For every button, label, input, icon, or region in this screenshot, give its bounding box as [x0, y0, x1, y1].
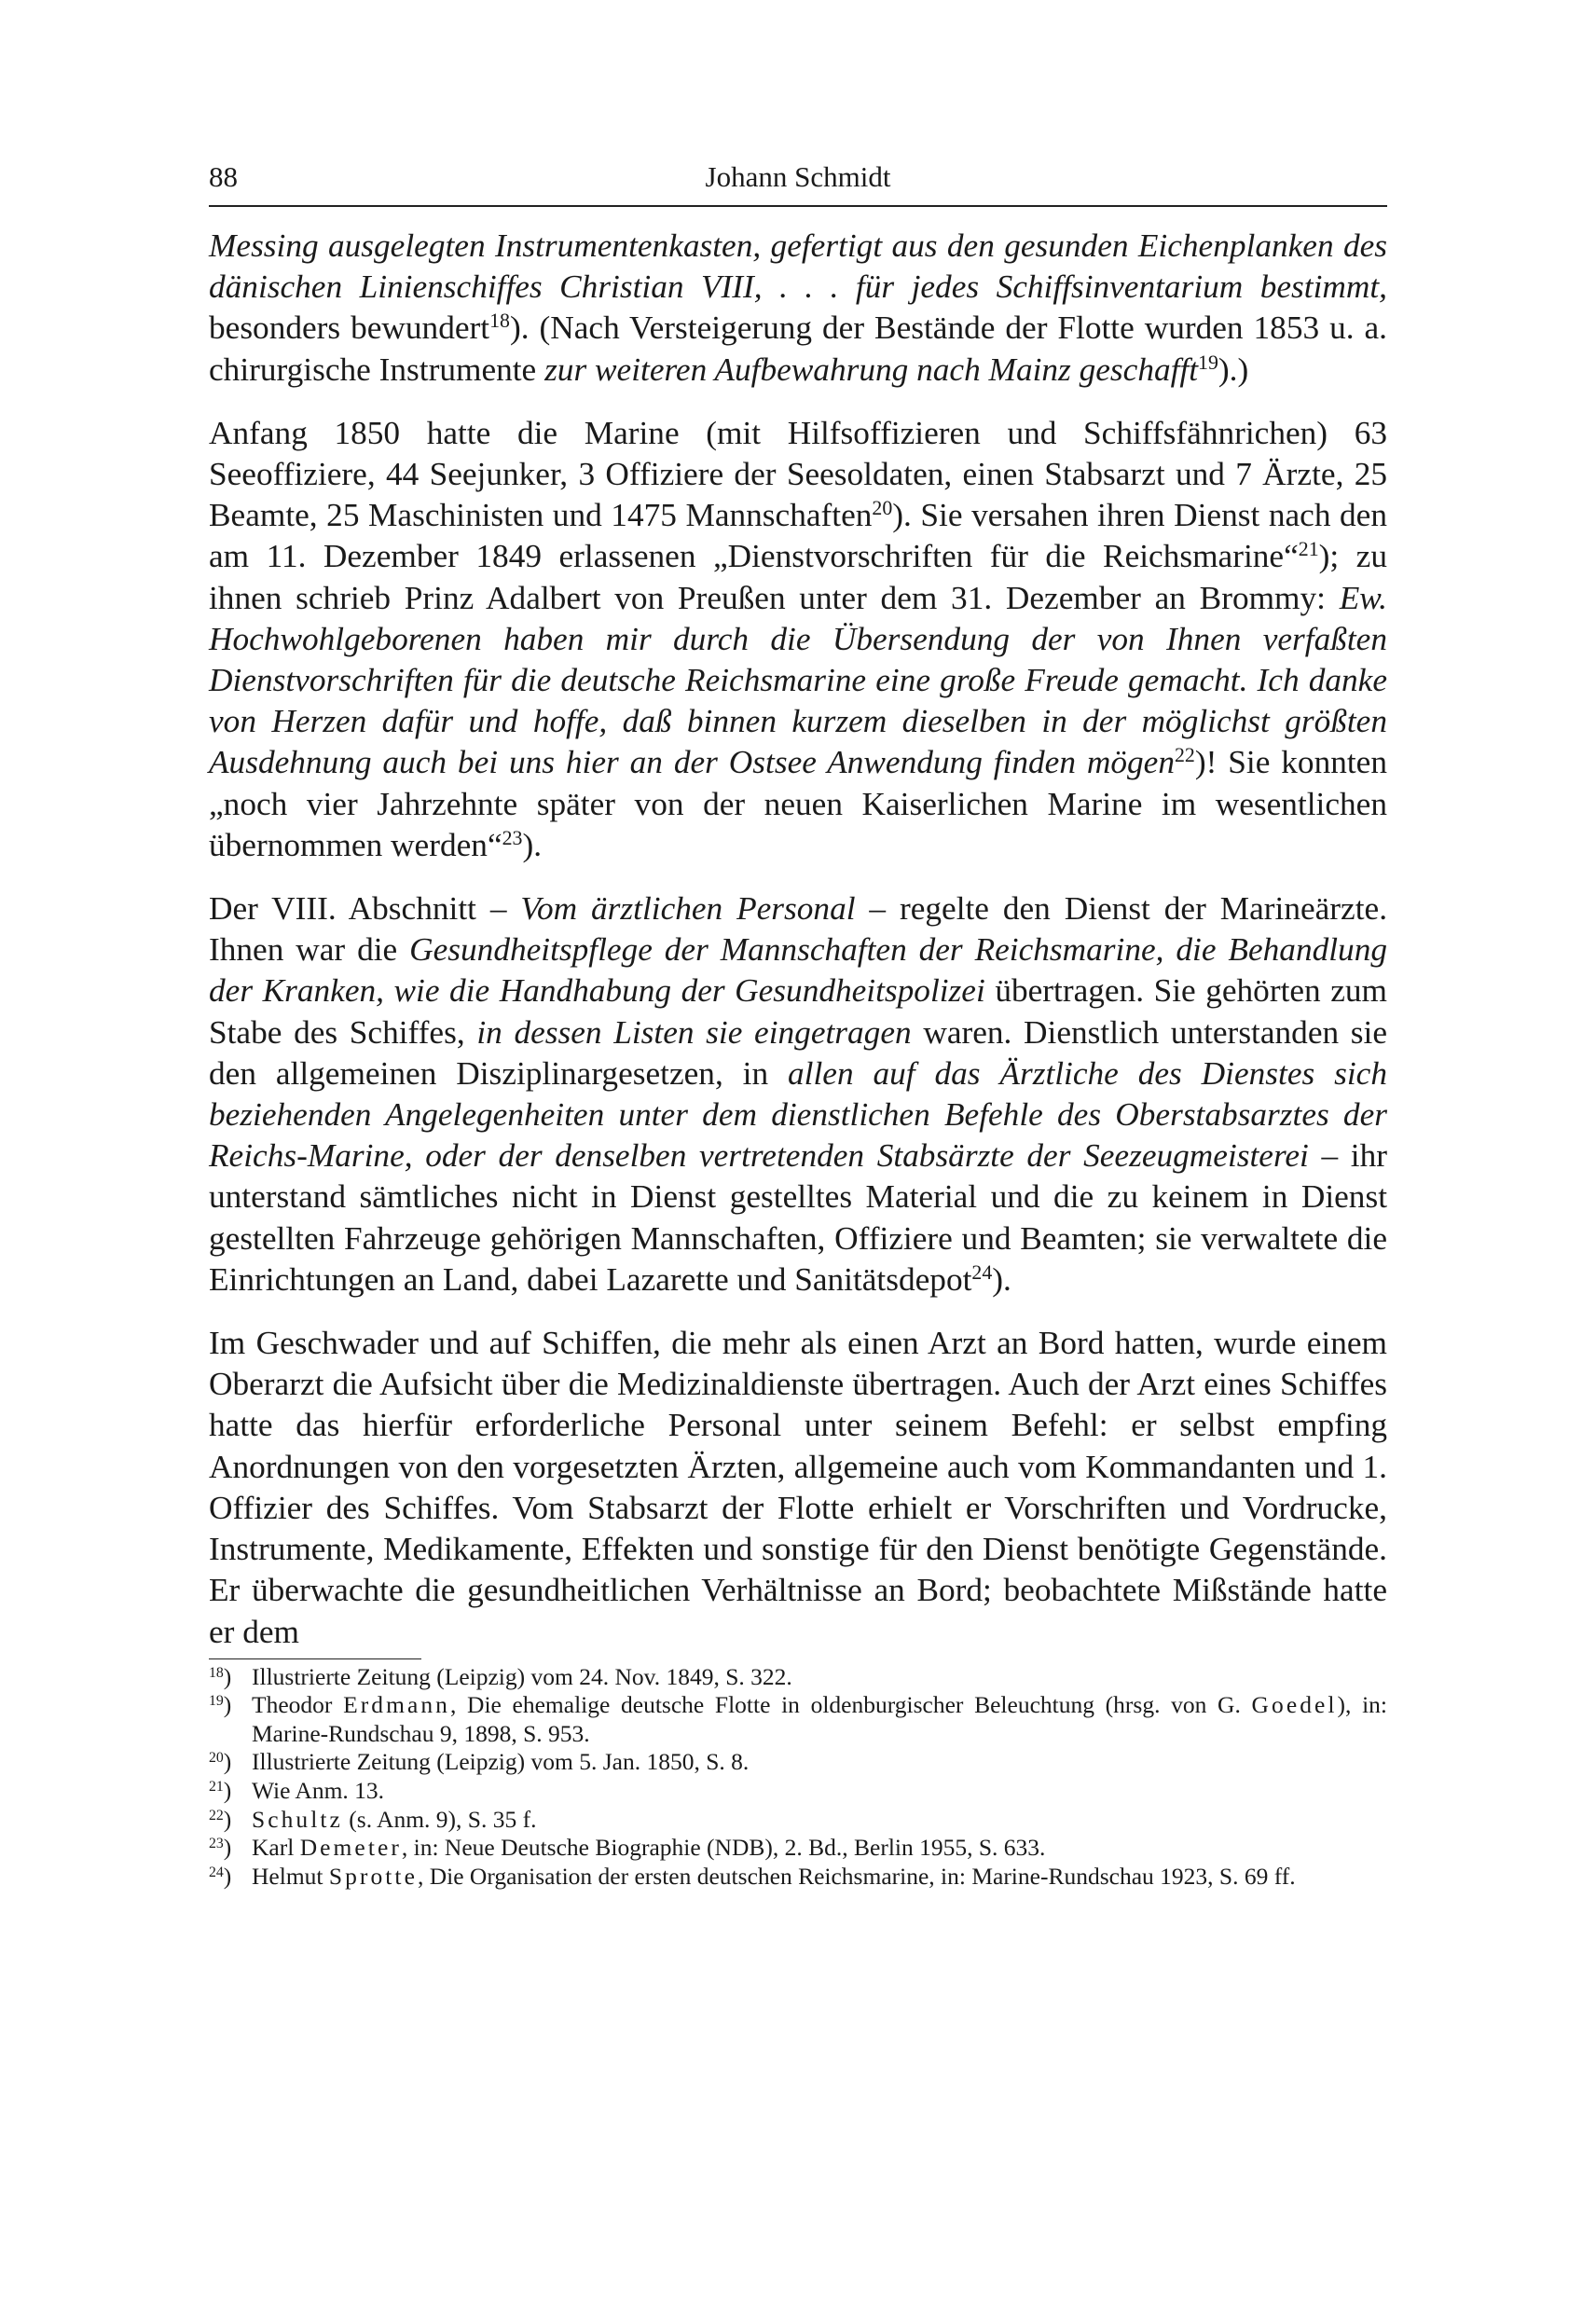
- footnote-21: [209, 1777, 1387, 1806]
- footnote-number: $^{24}$): [209, 1862, 232, 1890]
- running-title: Johann Schmidt: [705, 160, 891, 193]
- footnote-number: $^{23}$): [209, 1834, 232, 1862]
- text-run: – regelte den Dienst der Marineärzte. Ihnen war die: [209, 890, 1388, 969]
- footnote-text: Wie Anm. 13.: [252, 1777, 385, 1805]
- text-run: ); zu ihnen schrieb Prinz Adalbert von Preußen unter dem 31. Dezember an Brommy:: [209, 538, 1387, 616]
- quote-text: in dessen Listen sie eingetragen: [476, 1013, 912, 1051]
- quote-text: Messing ausgelegten Instrumentenkasten, gefertigt aus den gesunden Eichenplanken des dänischen Linienschiffes Christian VIII, . . . für jedes Schiffsinventarium bestimmt,: [209, 227, 1387, 306]
- running-head: [209, 157, 1387, 207]
- footnote-18: [209, 1663, 1387, 1692]
- author-name: Demeter: [299, 1834, 402, 1862]
- footnote-text: Illustrierte Zeitung (Leipzig) vom 5. Jan. 1850, S. 8.: [252, 1748, 750, 1776]
- footnote-text: Illustrierte Zeitung (Leipzig) vom 24. Nov. 1849, S. 322.: [252, 1662, 792, 1690]
- author-name: Goedel: [1251, 1691, 1338, 1719]
- footnote-22: [209, 1806, 1387, 1835]
- text-run: Anfang 1850 hatte die Marine (mit Hilfsoffizieren und Schiffsfähnrichen) 63 Seeoffiziere, 44 Seejunker, 3 Offiziere der Seesoldaten, einen Stabsarzt und 7 Ärzte, 25 Beamte, 25 Maschinisten und 1475 Mannschaften: [209, 414, 1387, 534]
- text-run: waren. Dienstlich unterstanden sie den allgemeinen Disziplinargesetzen, in: [209, 1013, 1388, 1092]
- paragraph-2: [209, 413, 1387, 866]
- text-run: übertragen. Sie gehörten zum Stabe des Schiffes,: [209, 972, 1388, 1051]
- footnote-text: Schultz (s. Anm. 9), S. 35 f.: [252, 1805, 537, 1833]
- author-name: Erdmann: [343, 1691, 450, 1719]
- footnote-24: [209, 1863, 1387, 1892]
- quote-text: Ew. Hochwohlgeborenen haben mir durch die Übersendung der von Ihnen verfaßten Dienstvorschriften für die deutsche Reichsmarine eine große Freude gemacht. Ich danke von Herzen dafür und hoffe, daß binnen kurzem dieselben in der möglichst größten Ausdehnung auch bei uns hier an der Ostsee Anwendung finden mögen: [209, 579, 1387, 781]
- footnote-text: Theodor Erdmann, Die ehemalige deutsche Flotte in oldenburgischer Beleuchtung (hrsg. von G. Goedel), in: Marine-Rundschau 9, 1898, S. 953.: [252, 1691, 1387, 1747]
- quote-text: Vom ärztlichen Personal: [520, 890, 856, 928]
- footnotes: [209, 1663, 1387, 1892]
- body-text: [209, 226, 1387, 1653]
- author-name: Sprotte: [328, 1862, 418, 1890]
- footnote-text: Karl Demeter, in: Neue Deutsche Biographie (NDB), 2. Bd., Berlin 1955, S. 633.: [252, 1834, 1046, 1862]
- text-run: Im Geschwader und auf Schiffen, die mehr als einen Arzt an Bord hatten, wurde einem Oberarzt die Aufsicht über die Medizinaldienste übertragen. Auch der Arzt eines Schiffes hatte das hierfür erforderliche Personal unter seinem Befehl: er selbst empfing Anordnungen von den vorgesetzten Ärzten, allgemeine auch vom Kommandanten und 1. Offizier des Schiffes. Vom Stabsarzt der Flotte erhielt er Vorschriften und Vordrucke, Instrumente, Medikamente, Effekten und sonstige für den Dienst benötigte Gegenstände. Er überwachte die gesundheitlichen Verhältnisse an Bord; beobachtete Mißstände hatte er dem: [209, 1325, 1387, 1650]
- footnote-number: $^{19}$): [209, 1691, 232, 1719]
- footnote-ref-22[interactable]: 22: [1174, 744, 1195, 767]
- author-name: Schultz: [252, 1805, 343, 1833]
- footnote-text: Helmut Sprotte, Die Organisation der ersten deutschen Reichsmarine, in: Marine-Rundschau 1923, S. 69 ff.: [252, 1862, 1296, 1890]
- page-number: 88: [209, 160, 238, 193]
- footnote-number: $^{22}$): [209, 1805, 232, 1833]
- text-run: ). (Nach Versteigerung der Bestände der Flotte wurden 1853 u. a. chirurgische Instrumente: [209, 310, 1387, 388]
- footnote-ref-21[interactable]: 21: [1298, 538, 1319, 561]
- footnote-number: $^{18}$): [209, 1662, 232, 1690]
- paragraph-1: [209, 226, 1387, 391]
- text-run: besonders bewundert: [209, 310, 490, 347]
- footnote-ref-19[interactable]: 19: [1198, 351, 1218, 374]
- footnote-ref-20[interactable]: 20: [872, 497, 893, 520]
- quote-text: allen auf das Ärztliche des Dienstes sich beziehenden Angelegenheiten unter dem dienstlichen Befehle des Oberstabsarztes der Reichs-Marine, oder der denselben vertretenden Stabsärzte der Seezeugmeisterei: [209, 1054, 1387, 1175]
- footnote-rule: [209, 1658, 421, 1659]
- quote-text: zur weiteren Aufbewahrung nach Mainz geschafft: [544, 351, 1199, 388]
- footnote-23: [209, 1834, 1387, 1863]
- footnote-ref-18[interactable]: 18: [489, 310, 510, 333]
- paragraph-4: [209, 1323, 1387, 1653]
- text-run: ). Sie versahen ihren Dienst nach den am 11. Dezember 1849 erlassenen „Dienstvorschriften für die Reichsmarine“: [209, 497, 1387, 575]
- document-page: [209, 157, 1387, 1891]
- footnote-number: $^{20}$): [209, 1748, 232, 1776]
- paragraph-3: [209, 888, 1387, 1300]
- text-run: )! Sie konnten „noch vier Jahrzehnte später von der neuen Kaiserlichen Marine im wesentlichen übernommen werden“: [209, 744, 1387, 863]
- footnote-20: [209, 1748, 1387, 1777]
- quote-text: Gesundheitspflege der Mannschaften der Reichsmarine, die Behandlung der Kranken, wie die Handhabung der Gesundheitspolizei: [209, 931, 1387, 1010]
- footnote-ref-24[interactable]: 24: [971, 1260, 993, 1284]
- text-run: ).: [522, 826, 543, 863]
- footnote-number: $^{21}$): [209, 1777, 232, 1805]
- text-run: Der VIII. Abschnitt –: [209, 890, 521, 928]
- text-run: ).: [992, 1260, 1011, 1298]
- footnote-19: [209, 1691, 1387, 1748]
- text-run: – ihr unterstand sämtliches nicht in Dienst gestelltes Material und die zu keinem in Dienst gestellten Fahrzeuge gehörigen Mannschaften, Offiziere und Beamten; sie verwaltete die Einrichtungen an Land, dabei Lazarette und Sanitätsdepot: [209, 1137, 1387, 1298]
- footnote-ref-23[interactable]: 23: [502, 826, 523, 849]
- text-run: ).): [1218, 351, 1249, 388]
